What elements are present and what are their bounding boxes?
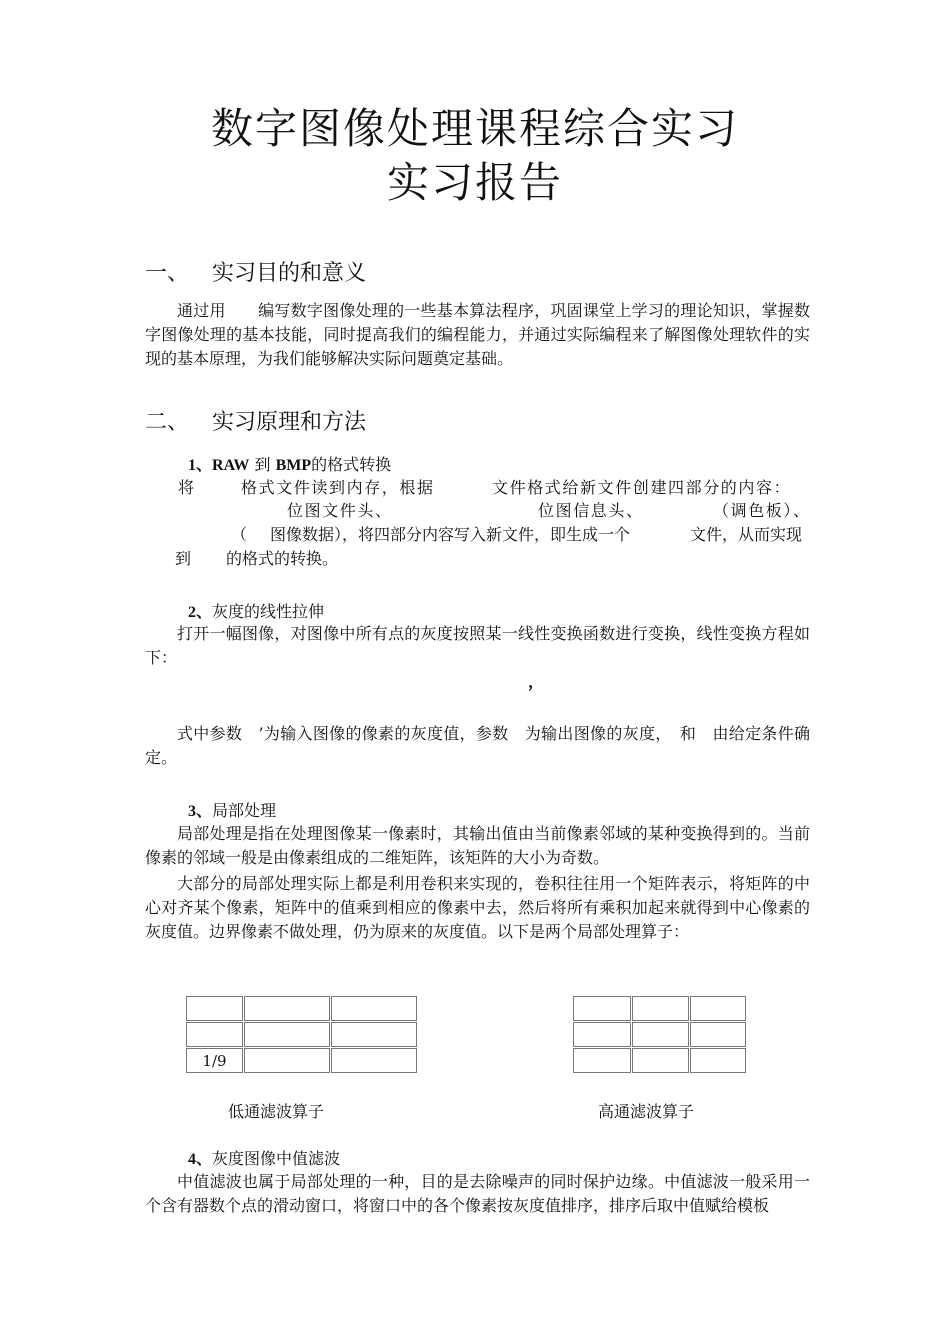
sub2-paragraph: 打开一幅图像，对图像中所有点的灰度按照某一线性变换函数进行变换，线性变换方程如下： bbox=[145, 624, 810, 667]
table-cell bbox=[573, 996, 631, 1021]
sub4-number: 4、 bbox=[188, 1151, 213, 1168]
sub1-to: 到 bbox=[254, 455, 271, 474]
table-cell bbox=[573, 1022, 631, 1047]
section1-heading: 实习目的和意义 bbox=[212, 261, 367, 286]
table-cell bbox=[632, 996, 689, 1021]
sub1-line4a: 到 bbox=[175, 549, 192, 568]
table-cell bbox=[573, 1048, 631, 1073]
table-row bbox=[573, 1022, 746, 1047]
sub1-bmp: BMP bbox=[275, 457, 312, 474]
sub1-line2b: 位图信息头、 bbox=[538, 501, 644, 520]
sub1-line2a: 位图文件头、 bbox=[287, 501, 393, 520]
sub2-explain: 式中参数 ’为输入图像的像素的灰度值，参数 为输出图像的灰度， 和 由给定条件确定。 bbox=[145, 724, 810, 767]
sub1-line2c: （调色板）、 bbox=[713, 501, 811, 520]
lowpass-factor: 1/9 bbox=[186, 1048, 243, 1073]
section2-number: 二、 bbox=[145, 410, 190, 435]
sub4-paragraph: 中值滤波也属于局部处理的一种，目的是去除噪声的同时保护边缘。中值滤波一般采用一个含有器数个点的滑动窗口，将窗口中的各个像素按灰度值排序，排序后取中值赋给模板 bbox=[145, 1172, 810, 1215]
sub1-rest: 的格式转换 bbox=[311, 455, 392, 474]
section1-paragraph: 通过用 编写数字图像处理的一些基本算法程序，巩固课堂上学习的理论知识，掌握数字图像处理的基本技能，同时提高我们的编程能力，并通过实际编程来了解图像处理软件的实现的基本原理，为我们能够解决实际问题奠定基础。 bbox=[145, 301, 810, 368]
sub3-number: 3、 bbox=[188, 803, 213, 820]
sub1-heading bbox=[188, 452, 391, 475]
table-cell bbox=[690, 996, 746, 1021]
sub2-number: 2、 bbox=[188, 604, 213, 621]
sub1-line1a: 将 bbox=[178, 478, 195, 497]
table-row bbox=[573, 996, 746, 1021]
section2-heading: 实习原理和方法 bbox=[212, 410, 367, 435]
sub1-line1c: 文件格式给新文件创建四部分的内容： bbox=[492, 478, 792, 497]
sub3-heading bbox=[188, 798, 276, 821]
sub3-title: 局部处理 bbox=[212, 801, 277, 820]
table-cell bbox=[244, 996, 330, 1021]
doc-title-line2: 实习报告 bbox=[386, 158, 563, 207]
table-cell bbox=[244, 1022, 330, 1047]
section1-number: 一、 bbox=[145, 261, 190, 286]
sub1-line3b: 图像数据），将四部分内容写入新文件，即生成一个 bbox=[270, 525, 631, 544]
table-row bbox=[573, 1048, 746, 1073]
table-cell bbox=[186, 996, 243, 1021]
table-cell bbox=[331, 996, 417, 1021]
doc-title-line1: 数字图像处理课程综合实习 bbox=[210, 104, 739, 153]
sub2-equation-comma: ， bbox=[528, 672, 545, 691]
sub3-paragraph1: 局部处理是指在处理图像某一像素时，其输出值由当前像素邻域的某种变换得到的。当前像素的邻域一般是由像素组成的二维矩阵，该矩阵的大小为奇数。 bbox=[145, 824, 810, 867]
highpass-operator-table bbox=[572, 995, 747, 1074]
table-cell bbox=[632, 1022, 689, 1047]
sub2-heading bbox=[188, 599, 324, 622]
sub1-raw: RAW bbox=[212, 457, 250, 474]
table-cell bbox=[244, 1048, 330, 1073]
table-cell bbox=[186, 1022, 243, 1047]
sub1-line3a: （ bbox=[231, 525, 248, 544]
sub1-number: 1、 bbox=[188, 457, 213, 474]
table-cell bbox=[331, 1022, 417, 1047]
highpass-caption: 高通滤波算子 bbox=[598, 1102, 695, 1121]
sub2-title: 灰度的线性拉伸 bbox=[212, 602, 325, 621]
sub1-line4b: 的格式的转换。 bbox=[226, 549, 339, 568]
table-cell bbox=[331, 1048, 417, 1073]
sub1-line1b: 格式文件读到内存，根据 bbox=[241, 478, 435, 497]
table-cell bbox=[690, 1048, 746, 1073]
table-cell bbox=[690, 1022, 746, 1047]
lowpass-caption: 低通滤波算子 bbox=[228, 1102, 325, 1121]
lowpass-operator-table bbox=[185, 995, 418, 1074]
sub3-paragraph2: 大部分的局部处理实际上都是利用卷积来实现的，卷积往往用一个矩阵表示，将矩阵的中心对齐某个像素，矩阵中的值乘到相应的像素中去，然后将所有乘积加起来就得到中心像素的灰度值。边界像素不做处理，仍为原来的灰度值。以下是两个局部处理算子： bbox=[145, 874, 810, 941]
sub4-heading bbox=[188, 1146, 340, 1169]
table-cell bbox=[632, 1048, 689, 1073]
sub1-line3c: 文件，从而实现 bbox=[690, 525, 803, 544]
table-row bbox=[186, 1048, 417, 1073]
sub4-title: 灰度图像中值滤波 bbox=[212, 1149, 341, 1168]
table-row bbox=[186, 1022, 417, 1047]
table-row bbox=[186, 996, 417, 1021]
